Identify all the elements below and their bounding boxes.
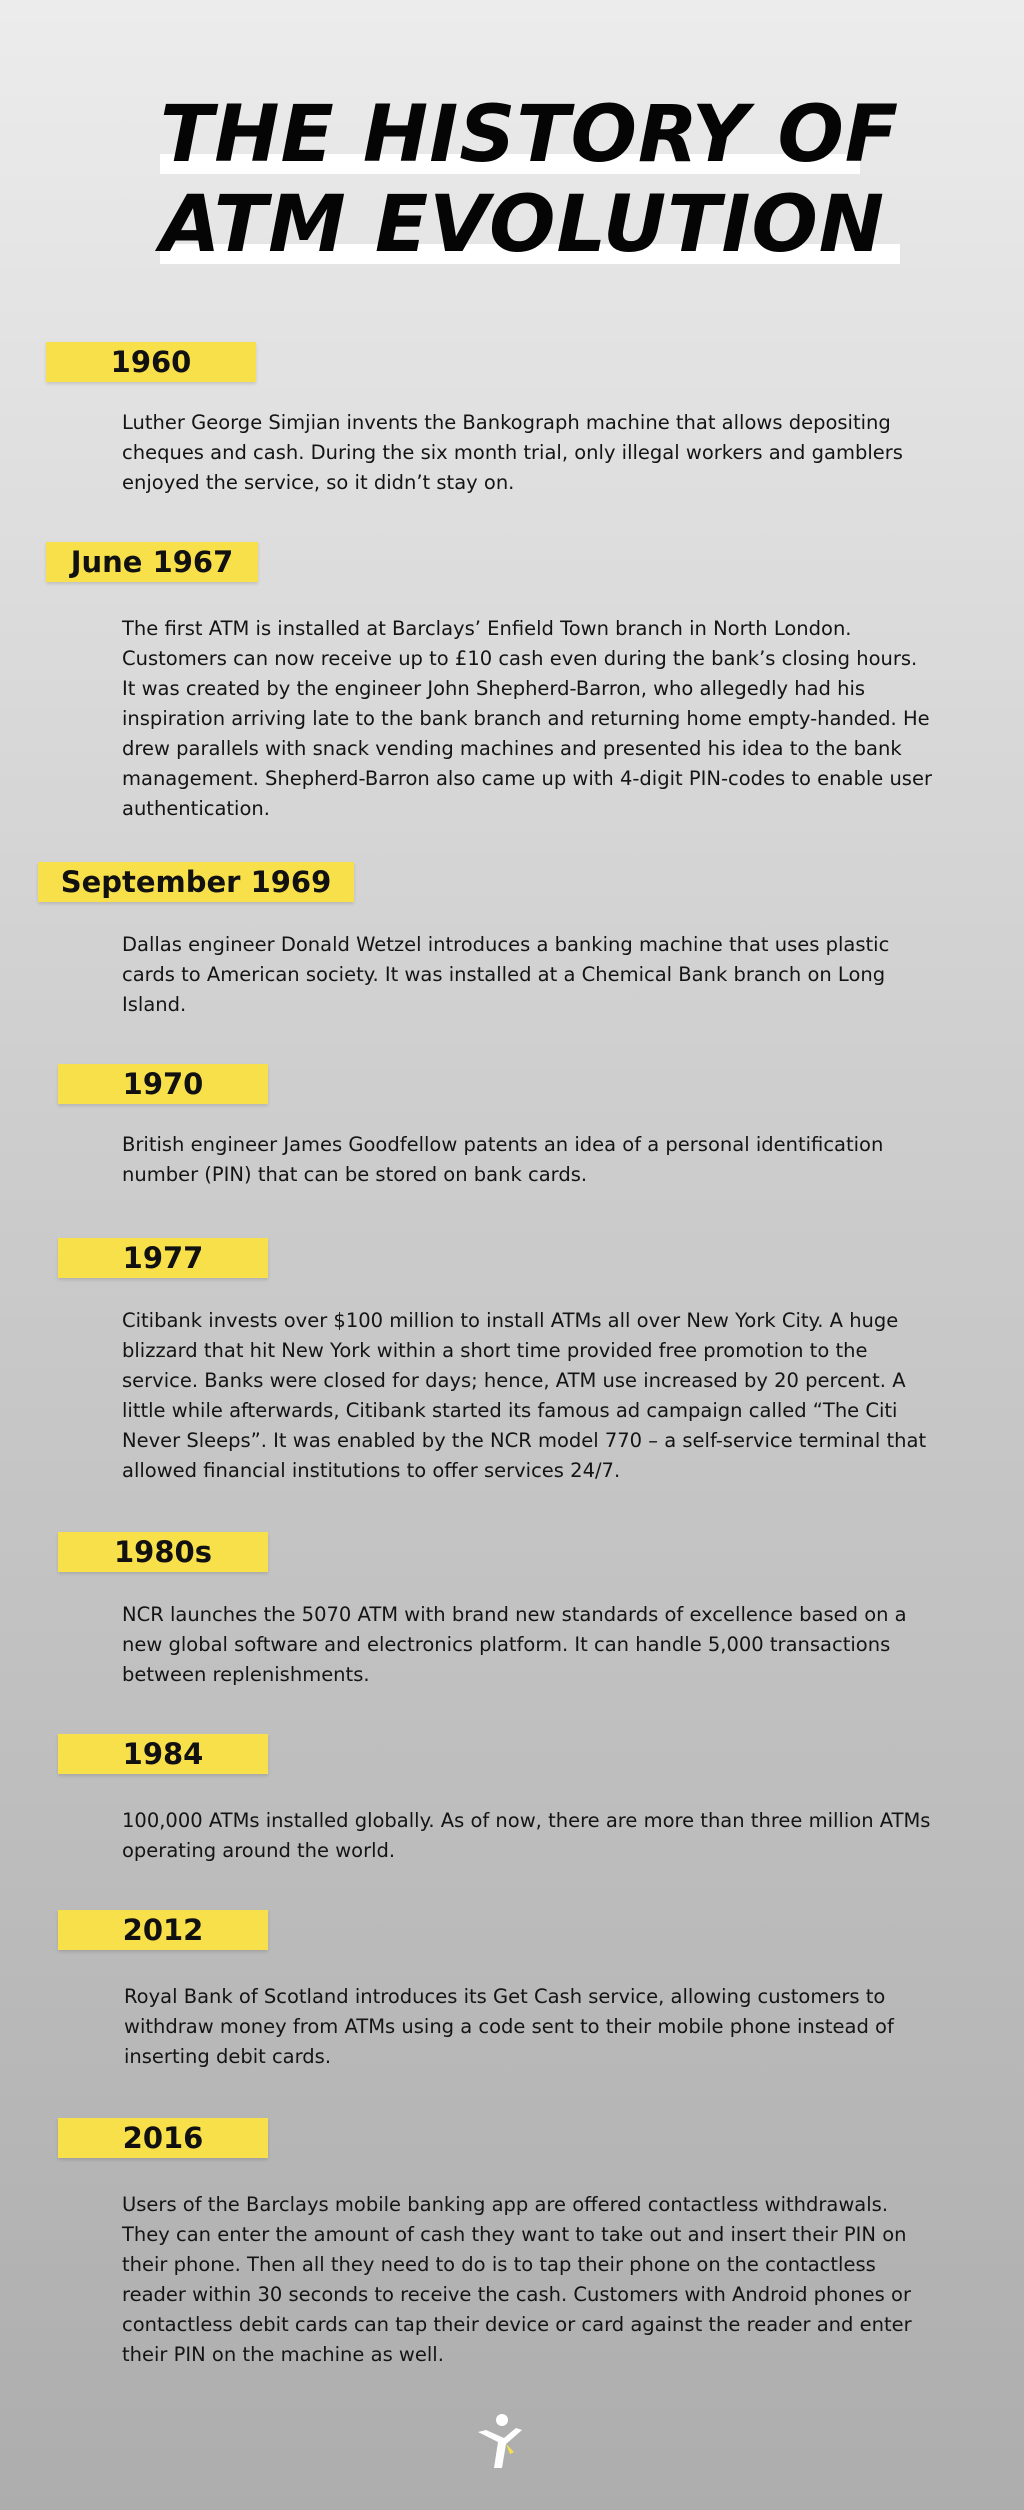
date-badge: 2016 [58, 2118, 268, 2158]
page-title [160, 90, 900, 270]
date-badge: September 1969 [38, 862, 354, 902]
title-line-1 [160, 90, 900, 180]
date-badge: June 1967 [46, 542, 258, 582]
entry-description: The first ATM is installed at Barclays’ Enfield Town branch in North London. Customers can now receive up to £10 cash even during the bank’s closing hours. It was created by the engineer John Shepherd-Barron, who allegedly had his inspiration arriving late to the bank branch and returning home empty-handed. He drew parallels with snack vending machines and presented his idea to the bank management. Shepherd-Barron also came up with 4-digit PIN-codes to enable user authentication. [122, 617, 932, 820]
entry-description: British engineer James Goodfellow patents an idea of a personal identification number (PIN) that can be stored on bank cards. [122, 1133, 884, 1186]
runner-logo-icon [472, 2412, 528, 2472]
title-text-1: THE HISTORY OF [160, 90, 900, 180]
entry-description: Royal Bank of Scotland introduces its Get Cash service, allowing customers to withdraw money from ATMs using a code sent to their mobile phone instead of inserting debit cards. [124, 1985, 894, 2068]
date-badge: 1984 [58, 1734, 268, 1774]
entry-description: Dallas engineer Donald Wetzel introduces a banking machine that uses plastic cards to American society. It was installed at a Chemical Bank branch on Long Island. [122, 933, 890, 1016]
title-line-2 [160, 180, 900, 270]
date-badge: 1960 [46, 342, 256, 382]
title-text-2: ATM EVOLUTION [160, 180, 886, 270]
entry-description: NCR launches the 5070 ATM with brand new standards of excellence based on a new global software and electronics platform. It can handle 5,000 transactions between replenishments. [122, 1603, 907, 1686]
entry-description: Users of the Barclays mobile banking app are offered contactless withdrawals. They can enter the amount of cash they want to take out and insert their PIN on their phone. Then all they need to do is to tap their phone on the contactless reader within 30 seconds to receive the cash. Customers with Android phones or contactless debit cards can tap their device or card against the reader and enter their PIN on the machine as well. [122, 2193, 912, 2366]
date-badge: 2012 [58, 1910, 268, 1950]
entry-description: Citibank invests over $100 million to install ATMs all over New York City. A huge blizzard that hit New York within a short time provided free promotion to the service. Banks were closed for days; hence, ATM use increased by 20 percent. A little while afterwards, Citibank started its famous ad campaign called “The Citi Never Sleeps”. It was enabled by the NCR model 770 – a self-service terminal that allowed financial institutions to offer services 24/7. [122, 1309, 927, 1482]
entry-description: 100,000 ATMs installed globally. As of now, there are more than three million ATMs operating around the world. [122, 1809, 931, 1862]
entry-description: Luther George Simjian invents the Bankograph machine that allows depositing cheques and cash. During the six month trial, only illegal workers and gamblers enjoyed the service, so it didn’t stay on. [122, 411, 903, 494]
date-badge: 1980s [58, 1532, 268, 1572]
date-badge: 1970 [58, 1064, 268, 1104]
date-badge: 1977 [58, 1238, 268, 1278]
